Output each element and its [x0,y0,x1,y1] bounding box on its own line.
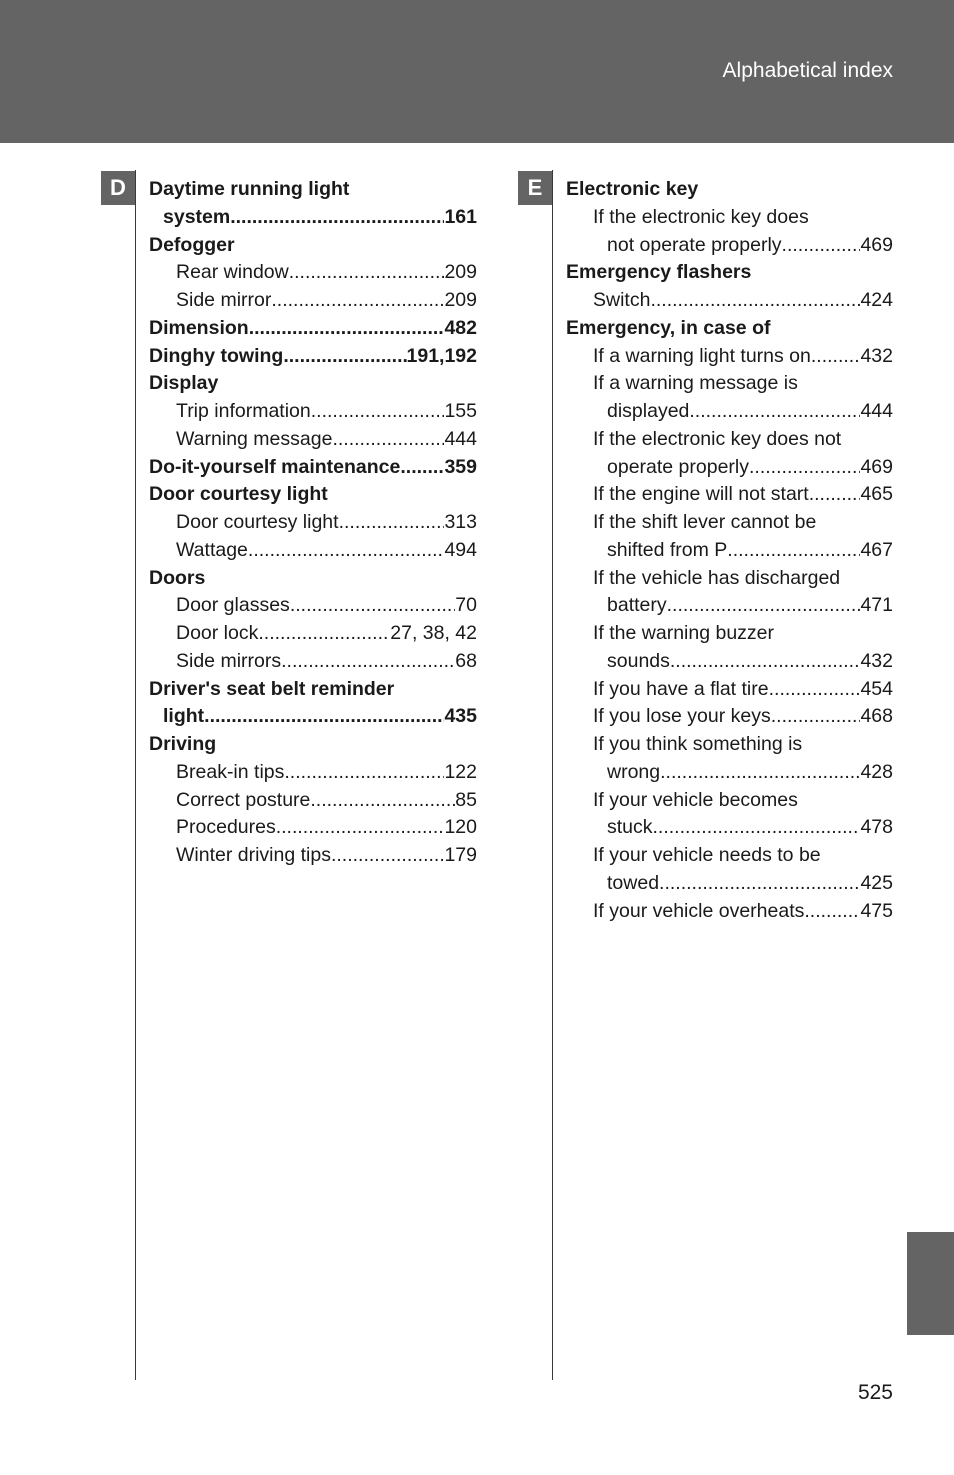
entry-label: Emergency, in case of [566,316,771,339]
entry-label: wrong [607,760,661,783]
index-entry [149,787,477,815]
index-entry [149,287,477,315]
entry-page-ref: 432 [860,344,893,367]
entry-label: light [163,705,205,728]
entry-page-ref: 435 [444,705,477,728]
entry-label: displayed [607,400,690,422]
entry-label: Switch [593,289,651,311]
dot-leader [332,426,444,454]
entry-page-ref: 444 [860,400,893,422]
dot-leader [311,398,445,426]
entry-label: battery [607,594,667,617]
dot-leader [230,204,444,232]
entry-label: Doors [149,566,206,589]
entry-page-ref: 425 [860,871,893,894]
entry-label: Daytime running light [149,178,350,200]
index-entry [566,315,893,343]
index-entry [149,814,477,842]
dot-leader [310,787,455,815]
dot-leader [811,343,861,371]
index-entry [149,592,477,620]
entry-label: If the electronic key does [593,205,809,228]
entry-label: Correct posture [176,788,311,811]
entry-label: If your vehicle overheats [593,899,805,922]
index-entry [149,204,477,232]
index-entry [149,537,477,565]
entry-page-ref: 475 [860,899,893,922]
entry-label: Emergency flashers [566,261,752,284]
dot-leader [650,287,860,315]
entry-page-ref: 179 [444,844,477,866]
index-entry [566,176,893,204]
index-entry [566,620,893,648]
entry-label: If the electronic key does not [593,427,842,450]
index-entry [149,565,477,593]
index-entry [149,676,477,704]
index-entry [566,343,893,371]
column-divider-left [135,170,136,1380]
entry-label: If the warning buzzer [593,622,775,644]
entry-label: Break-in tips [176,760,285,783]
dot-leader [670,648,861,676]
entry-page-ref: 155 [444,400,477,422]
dot-leader [276,814,445,842]
entry-page-ref: 432 [860,649,893,672]
entry-label: stuck [607,816,653,839]
index-entry [566,259,893,287]
entry-label: Driver's seat belt reminder [149,677,395,700]
entry-label: Door courtesy light [149,483,328,506]
dot-leader [283,343,406,371]
index-entry [149,454,477,482]
entry-label: Do-it-yourself maintenance [149,455,401,478]
entry-page-ref: 209 [444,289,477,311]
entry-label: Door courtesy light [176,511,339,533]
dot-leader [659,870,860,898]
index-entry [149,620,477,648]
dot-leader [331,842,444,870]
entry-label: Rear window [176,261,289,284]
index-entry [149,426,477,454]
index-entry [149,759,477,787]
entry-page-ref: 494 [444,538,477,561]
index-entry [566,703,893,731]
dot-leader [400,454,444,482]
entry-page-ref: 465 [860,483,893,506]
index-entry [566,481,893,509]
dot-leader [204,703,444,731]
entry-label: Winter driving tips [176,844,331,866]
dot-leader [289,259,445,287]
entry-page-ref: 454 [860,677,893,700]
entry-label: Wattage [176,538,248,561]
index-entry [149,398,477,426]
entry-label: not operate properly [607,233,782,256]
entry-label: If a warning message is [593,372,798,395]
dot-leader [281,648,455,676]
entry-page-ref: 191,192 [406,344,477,367]
entry-page-ref: 161 [444,205,477,228]
index-entry [566,509,893,537]
index-entry [566,814,893,842]
index-entry [149,232,477,260]
entry-label: Electronic key [566,178,699,200]
entry-label: Door lock [176,622,259,644]
index-entry [566,731,893,759]
dot-leader [290,592,455,620]
index-column-d [149,176,477,870]
index-entry [566,898,893,926]
index-entry [149,481,477,509]
index-entry [149,315,477,343]
entry-label: Trip information [176,400,311,422]
dot-leader [249,315,445,343]
entry-label: Side mirrors [176,649,282,672]
entry-label: Procedures [176,816,276,839]
entry-label: If the engine will not start [593,483,809,506]
index-entry [566,537,893,565]
entry-label: Dinghy towing [149,344,284,367]
entry-label: system [163,205,231,228]
entry-page-ref: 424 [860,289,893,311]
index-entry [149,343,477,371]
entry-label: If the shift lever cannot be [593,511,817,533]
dot-leader [769,676,861,704]
index-entry [566,204,893,232]
index-entry [149,176,477,204]
index-entry [149,842,477,870]
entry-label: If a warning light turns on [593,344,811,367]
index-entry [566,287,893,315]
entry-label: Warning message [176,427,333,450]
dot-leader [660,759,860,787]
entry-page-ref: 209 [444,261,477,284]
index-entry [566,426,893,454]
entry-label: shifted from P [607,538,728,561]
index-column-e [566,176,893,925]
entry-page-ref: 428 [860,760,893,783]
entry-page-ref: 313 [444,511,477,533]
index-entry [566,842,893,870]
index-entry [149,259,477,287]
entry-label: Dimension [149,316,249,339]
entry-page-ref: 478 [860,816,893,839]
page-header [0,0,954,143]
entry-label: If your vehicle needs to be [593,844,821,866]
entry-label: If you think something is [593,733,803,755]
entry-page-ref: 468 [860,705,893,728]
dot-leader [689,398,860,426]
index-entry [149,509,477,537]
header-title: Alphabetical index [722,59,893,82]
index-entry [566,454,893,482]
entry-label: Driving [149,733,217,755]
entry-label: If the vehicle has discharged [593,566,841,589]
entry-page-ref: 70 [455,594,477,617]
entry-page-ref: 27, 38, 42 [390,622,477,644]
entry-page-ref: 122 [444,760,477,783]
index-entry [149,648,477,676]
index-entry [566,787,893,815]
dot-leader [727,537,860,565]
index-entry [566,759,893,787]
entry-label: If your vehicle becomes [593,788,798,811]
index-entry [566,676,893,704]
entry-page-ref: 469 [860,233,893,256]
dot-leader [653,814,861,842]
entry-page-ref: 68 [455,649,477,672]
index-entry [149,370,477,398]
dot-leader [749,454,860,482]
entry-page-ref: 467 [860,538,893,561]
entry-page-ref: 482 [444,316,477,339]
dot-leader [258,620,390,648]
entry-label: Side mirror [176,289,272,311]
entry-label: Door glasses [176,594,290,617]
entry-label: If you lose your keys [593,705,771,728]
index-entry [566,232,893,260]
entry-page-ref: 471 [860,594,893,617]
index-entry [566,398,893,426]
dot-leader [782,232,861,260]
dot-leader [339,509,445,537]
entry-page-ref: 85 [455,788,477,811]
letter-badge-e: E [518,171,552,205]
dot-leader [248,537,445,565]
dot-leader [809,481,861,509]
dot-leader [667,592,861,620]
dot-leader [804,898,860,926]
entry-label: sounds [607,649,670,672]
index-entry [566,370,893,398]
index-entry [149,703,477,731]
index-entry [566,870,893,898]
entry-label: towed [607,871,660,894]
entry-page-ref: 359 [444,455,477,478]
letter-badge-d: D [101,171,135,205]
dot-leader [284,759,444,787]
column-divider-right [552,170,553,1380]
index-entry [566,648,893,676]
index-entry [566,565,893,593]
page-number: 525 [857,1381,893,1404]
dot-leader [771,703,861,731]
entry-label: If you have a flat tire [593,677,769,700]
entry-label: Defogger [149,233,235,256]
dot-leader [271,287,444,315]
entry-page-ref: 120 [444,816,477,839]
entry-page-ref: 469 [860,455,893,478]
entry-label: operate properly [607,455,750,478]
section-thumb-tab [907,1232,954,1335]
entry-label: Display [149,372,219,395]
entry-page-ref: 444 [444,427,477,450]
index-entry [149,731,477,759]
index-entry [566,592,893,620]
